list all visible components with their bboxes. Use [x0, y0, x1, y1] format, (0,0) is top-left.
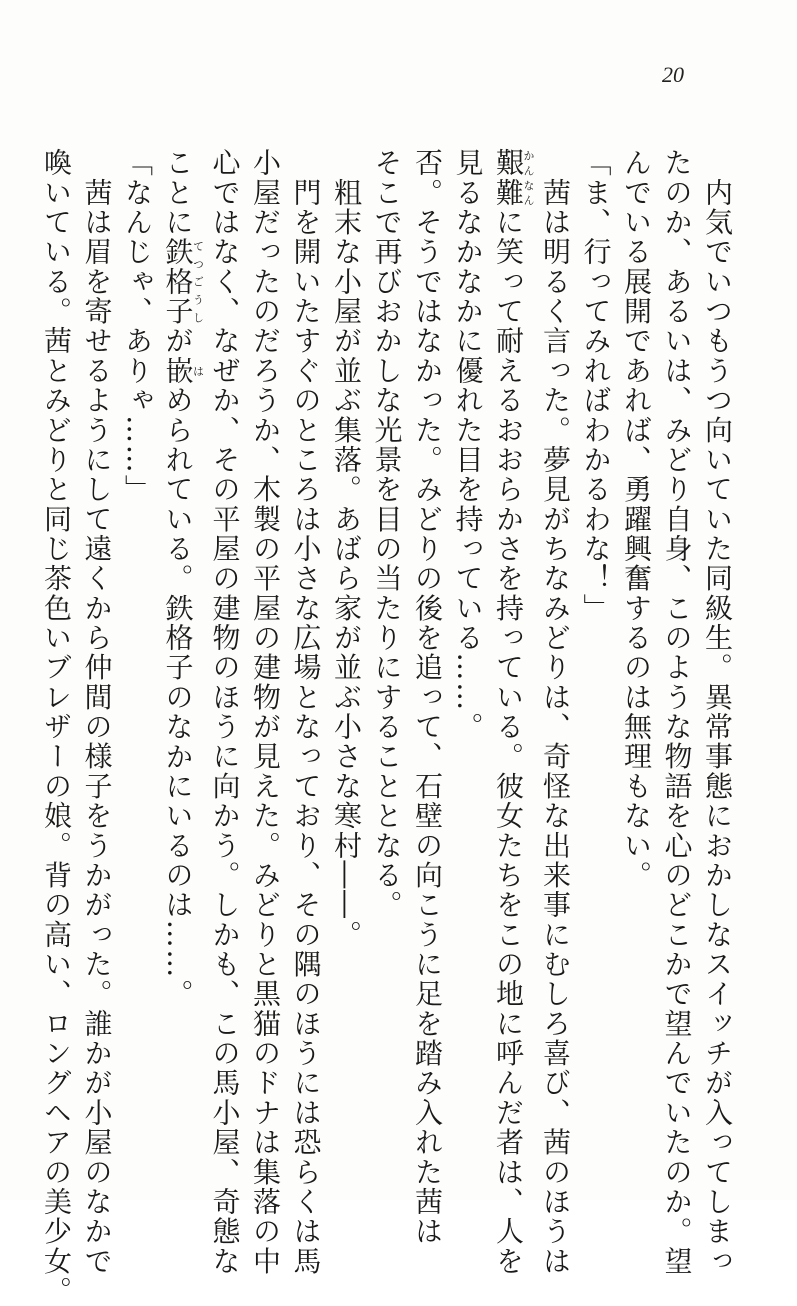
ruby-annotation: 鉄格子てつごうし: [161, 237, 205, 327]
ruby-annotation: 艱難かんなん: [492, 148, 535, 208]
text-line: 茜は眉を寄せるようにして遠くから仲間の様子をうかがった。誰かが小屋のなかで: [80, 148, 114, 1276]
text-line: そこで再びおかしな光景を目の当たりにすることとなる。: [370, 148, 404, 920]
text-segment: に笑って耐えるおおらかさを持っている。彼女たちをこの地に呼んだ者は、人を: [492, 207, 525, 1276]
ruby-reading: かんなん: [522, 148, 535, 208]
text-line: 小屋だったのだろうか、木製の平屋の建物が見えた。みどりと黒猫のドナは集落の中: [249, 148, 282, 1276]
text-line: んでいる展開であれば、勇躍興奮するのは無理もない。: [620, 148, 653, 890]
ruby-reading: は: [191, 355, 205, 386]
text-line: 心ではなく、なぜか、その平屋の建物のほうに向かう。しかも、この馬小屋、奇態な: [208, 148, 242, 1276]
text-line: 粗末な小屋が並ぶ集落。あばら家が並ぶ小さな寒村――。: [330, 148, 363, 950]
text-line: 門を開いたすぐのところは小さな広場となっており、その隅のほうには恐らくは馬: [289, 148, 323, 1276]
page-number: 20: [662, 62, 684, 87]
text-segment: が: [161, 326, 195, 356]
text-line: たのか、あるいは、みどり自身、このような物語を心のどこかで望んでいたのか。望: [660, 148, 694, 1276]
text-segment: められている。鉄格子のなかにいるのは……。: [161, 385, 195, 1009]
ruby-annotation: 嵌は: [161, 355, 205, 386]
text-segment: ことに: [161, 148, 195, 238]
text-line: 見るなかなかに優れた目を持っている……。: [451, 148, 485, 742]
text-line: 「ま、行ってみればわかるわな！」: [579, 148, 613, 623]
text-line: 否。そうではなかった。みどりの後を追って、石壁の向こうに足を踏み入れた茜は: [411, 148, 444, 1247]
ruby-reading: てつごうし: [191, 237, 205, 327]
text-segment: 茜は明るく言った。夢見がちなみどりは、奇怪な出来事にむしろ喜び、茜のほうは: [539, 148, 572, 1276]
text-line: 「なんじゃ、ありゃ……」: [121, 148, 154, 505]
text-line: 喚いている。茜とみどりと同じ茶色いブレザーの娘。背の高い、ロングヘアの美少女。: [40, 148, 73, 1306]
text-line: 内気でいつもうつ向いていた同級生。異常事態におかしなスイッチが入ってしまっ: [701, 148, 734, 1276]
text-line: [488, 148, 535, 1276]
text-line: [157, 148, 204, 1138]
text-line: [535, 148, 576, 1276]
body-text: [40, 148, 737, 1306]
